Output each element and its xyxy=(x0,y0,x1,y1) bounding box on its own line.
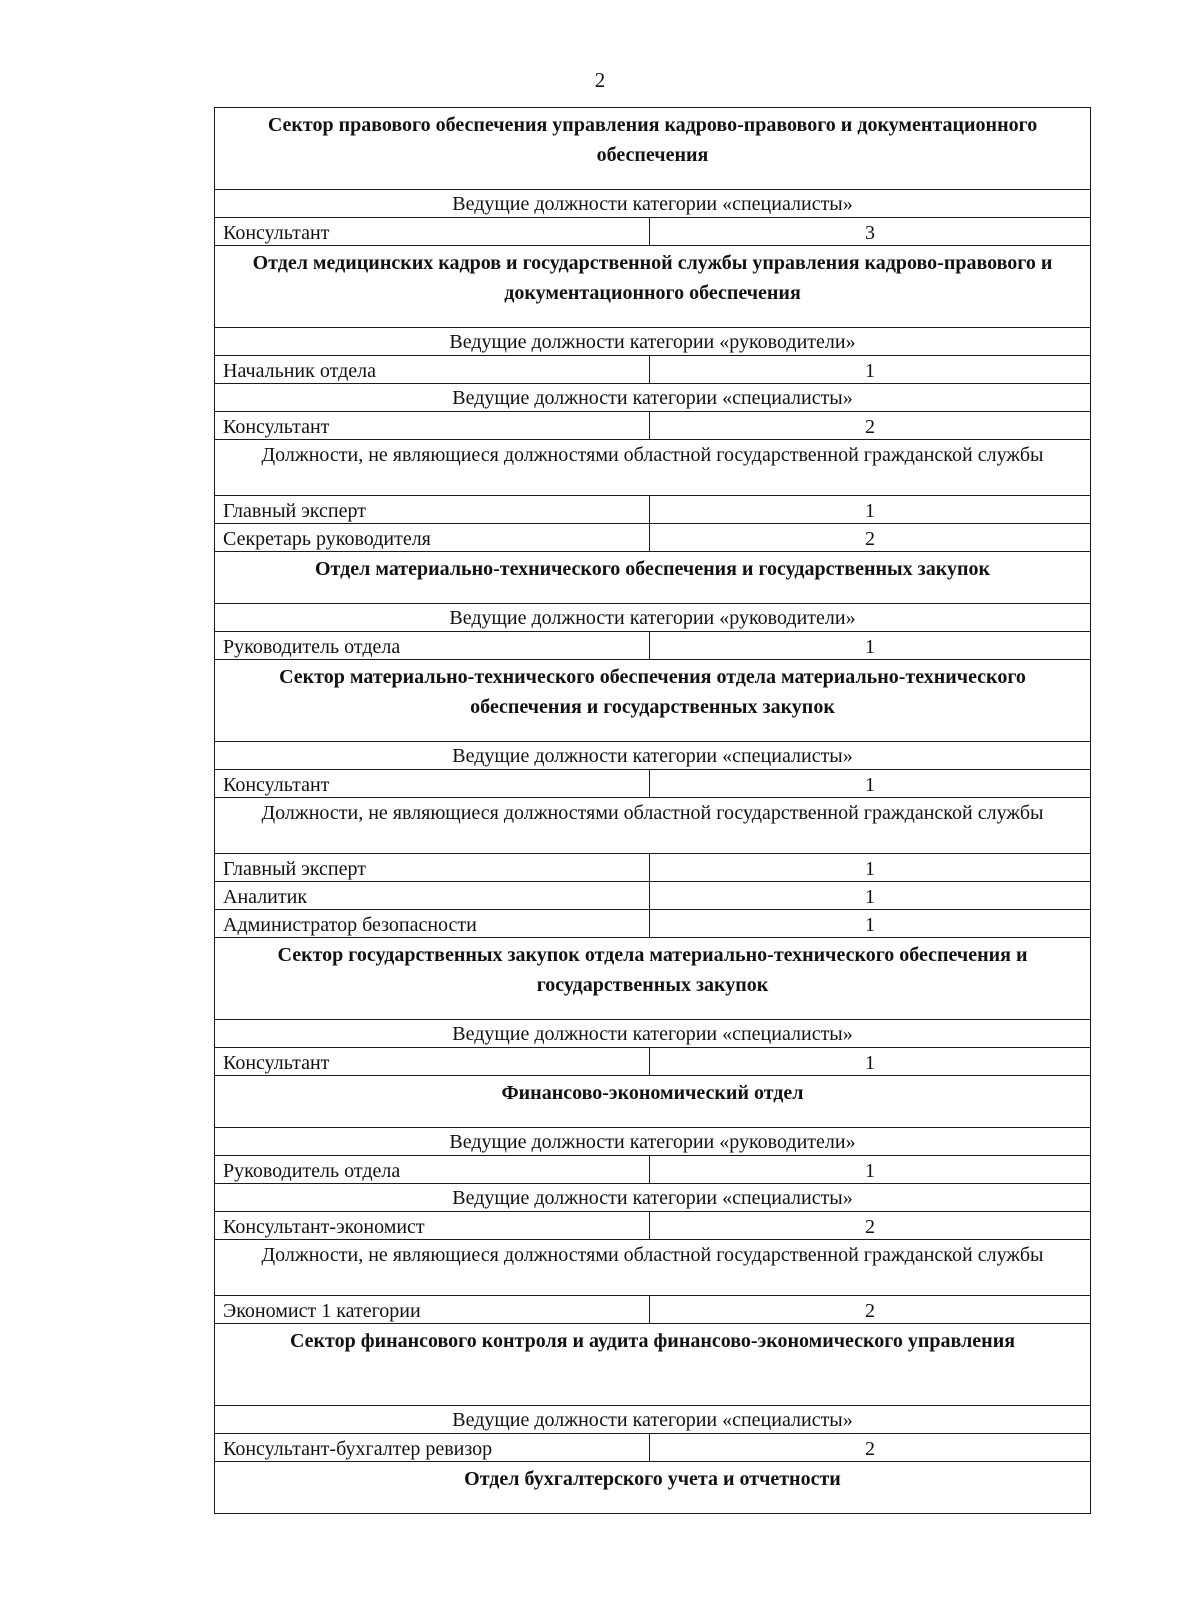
position-name: Консультант-экономист xyxy=(215,1212,650,1239)
position-count: 1 xyxy=(865,1160,875,1182)
position-name: Администратор безопасности xyxy=(215,910,650,937)
position-name: Начальник отдела xyxy=(215,356,650,383)
section-heading: Сектор финансового контроля и аудита финансово-экономического управления xyxy=(215,1324,1090,1406)
position-name: Консультант xyxy=(215,412,650,439)
position-count: 1 xyxy=(865,914,875,936)
position-row xyxy=(215,218,1090,246)
position-count: 1 xyxy=(865,636,875,658)
category-heading: Ведущие должности категории «специалисты» xyxy=(215,742,1090,770)
position-count: 3 xyxy=(865,222,875,244)
position-row xyxy=(215,770,1090,798)
category-heading: Должности, не являющиеся должностями областной государственной гражданской службы xyxy=(215,798,1090,854)
category-heading: Ведущие должности категории «специалисты» xyxy=(215,384,1090,412)
position-count: 2 xyxy=(865,416,875,438)
position-name: Секретарь руководителя xyxy=(215,524,650,551)
position-name: Руководитель отдела xyxy=(215,1156,650,1183)
position-row xyxy=(215,356,1090,384)
category-heading: Ведущие должности категории «специалисты» xyxy=(215,1184,1090,1212)
position-name: Аналитик xyxy=(215,882,650,909)
position-name: Главный эксперт xyxy=(215,854,650,881)
section-heading: Финансово-экономический отдел xyxy=(215,1076,1090,1128)
position-name: Консультант xyxy=(215,218,650,245)
category-heading: Ведущие должности категории «специалисты» xyxy=(215,1020,1090,1048)
position-count: 1 xyxy=(865,886,875,908)
position-count: 2 xyxy=(865,528,875,550)
position-count: 1 xyxy=(865,500,875,522)
position-row xyxy=(215,854,1090,882)
category-heading: Ведущие должности категории «руководители» xyxy=(215,604,1090,632)
section-heading: Отдел материально-технического обеспечения и государственных закупок xyxy=(215,552,1090,604)
position-row xyxy=(215,1212,1090,1240)
position-row xyxy=(215,524,1090,552)
position-count: 2 xyxy=(865,1300,875,1322)
section-heading: Сектор правового обеспечения управления кадрово-правового и документационного обеспечения xyxy=(215,108,1090,190)
category-heading: Должности, не являющиеся должностями областной государственной гражданской службы xyxy=(215,440,1090,496)
position-row xyxy=(215,1048,1090,1076)
section-heading: Сектор государственных закупок отдела материально-технического обеспечения и государственных закупок xyxy=(215,938,1090,1020)
category-heading: Ведущие должности категории «руководители» xyxy=(215,1128,1090,1156)
position-row xyxy=(215,1434,1090,1462)
category-heading: Ведущие должности категории «специалисты» xyxy=(215,190,1090,218)
category-heading: Ведущие должности категории «специалисты» xyxy=(215,1406,1090,1434)
position-row xyxy=(215,910,1090,938)
position-name: Экономист 1 категории xyxy=(215,1296,650,1323)
section-heading: Отдел медицинских кадров и государственной службы управления кадрово-правового и документационного обеспечения xyxy=(215,246,1090,328)
position-row xyxy=(215,882,1090,910)
section-heading: Сектор материально-технического обеспечения отдела материально-технического обеспечения и государственных закупок xyxy=(215,660,1090,742)
position-row xyxy=(215,632,1090,660)
position-count: 1 xyxy=(865,774,875,796)
position-count: 1 xyxy=(865,858,875,880)
position-count: 2 xyxy=(865,1438,875,1460)
position-name: Руководитель отдела xyxy=(215,632,650,659)
position-count: 2 xyxy=(865,1216,875,1238)
staff-table xyxy=(214,107,1091,1514)
position-row xyxy=(215,496,1090,524)
category-heading: Должности, не являющиеся должностями областной государственной гражданской службы xyxy=(215,1240,1090,1296)
position-name: Консультант xyxy=(215,1048,650,1075)
position-name: Главный эксперт xyxy=(215,496,650,523)
position-name: Консультант xyxy=(215,770,650,797)
position-count: 1 xyxy=(865,360,875,382)
category-heading: Ведущие должности категории «руководители» xyxy=(215,328,1090,356)
position-name: Консультант-бухгалтер ревизор xyxy=(215,1434,650,1461)
position-row xyxy=(215,1156,1090,1184)
position-row xyxy=(215,1296,1090,1324)
position-row xyxy=(215,412,1090,440)
position-count: 1 xyxy=(865,1052,875,1074)
section-heading: Отдел бухгалтерского учета и отчетности xyxy=(215,1462,1090,1514)
page-number: 2 xyxy=(594,68,606,92)
